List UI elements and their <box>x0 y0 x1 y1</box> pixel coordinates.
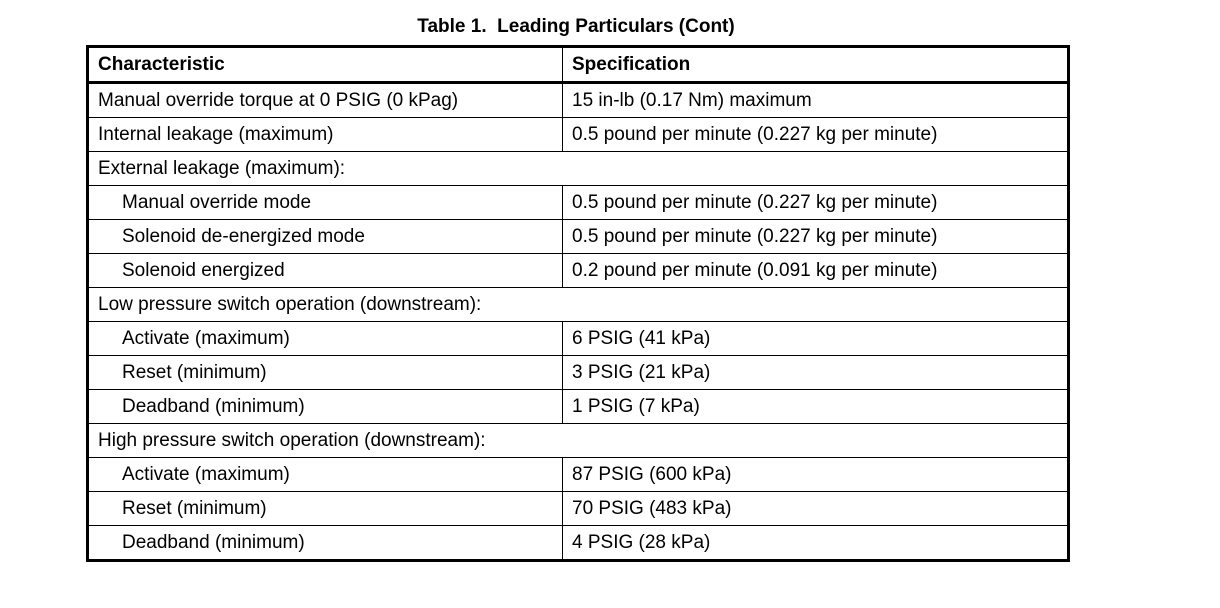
characteristic-cell: Manual override torque at 0 PSIG (0 kPag) <box>88 83 563 118</box>
characteristic-cell: Internal leakage (maximum) <box>88 118 563 152</box>
table-row <box>88 118 1069 152</box>
specification-cell: 0.2 pound per minute (0.091 kg per minute) <box>563 254 1069 288</box>
characteristic-cell: Reset (minimum) <box>88 492 563 526</box>
table-row <box>88 390 1069 424</box>
table-row <box>88 526 1069 561</box>
characteristic-cell: Solenoid energized <box>88 254 563 288</box>
table-header-row <box>88 47 1069 83</box>
table-title: Table 1. Leading Particulars (Cont) <box>417 16 735 37</box>
section-row <box>88 424 1069 458</box>
table-row <box>88 220 1069 254</box>
specification-cell: 4 PSIG (28 kPa) <box>563 526 1069 561</box>
table-row <box>88 322 1069 356</box>
specification-cell: 0.5 pound per minute (0.227 kg per minute) <box>563 220 1069 254</box>
leading-particulars-table <box>86 45 1070 562</box>
section-row <box>88 288 1069 322</box>
characteristic-cell: Deadband (minimum) <box>88 526 563 561</box>
table-row <box>88 356 1069 390</box>
characteristic-cell: Deadband (minimum) <box>88 390 563 424</box>
table-row <box>88 186 1069 220</box>
specification-cell: 70 PSIG (483 kPa) <box>563 492 1069 526</box>
section-heading-cell: External leakage (maximum): <box>88 152 1069 186</box>
characteristic-cell: Activate (maximum) <box>88 458 563 492</box>
table-row <box>88 254 1069 288</box>
column-header-characteristic: Characteristic <box>88 47 563 83</box>
characteristic-cell: Activate (maximum) <box>88 322 563 356</box>
specification-cell: 15 in-lb (0.17 Nm) maximum <box>563 83 1069 118</box>
section-row <box>88 152 1069 186</box>
column-header-specification: Specification <box>563 47 1069 83</box>
section-heading-cell: Low pressure switch operation (downstream): <box>88 288 1069 322</box>
table-row <box>88 458 1069 492</box>
characteristic-cell: Solenoid de-energized mode <box>88 220 563 254</box>
specification-cell: 87 PSIG (600 kPa) <box>563 458 1069 492</box>
specification-cell: 3 PSIG (21 kPa) <box>563 356 1069 390</box>
section-heading-cell: High pressure switch operation (downstream): <box>88 424 1069 458</box>
specification-cell: 0.5 pound per minute (0.227 kg per minute) <box>563 186 1069 220</box>
specification-cell: 0.5 pound per minute (0.227 kg per minute) <box>563 118 1069 152</box>
table-row <box>88 83 1069 118</box>
characteristic-cell: Reset (minimum) <box>88 356 563 390</box>
specification-cell: 6 PSIG (41 kPa) <box>563 322 1069 356</box>
specification-cell: 1 PSIG (7 kPa) <box>563 390 1069 424</box>
characteristic-cell: Manual override mode <box>88 186 563 220</box>
table-row <box>88 492 1069 526</box>
